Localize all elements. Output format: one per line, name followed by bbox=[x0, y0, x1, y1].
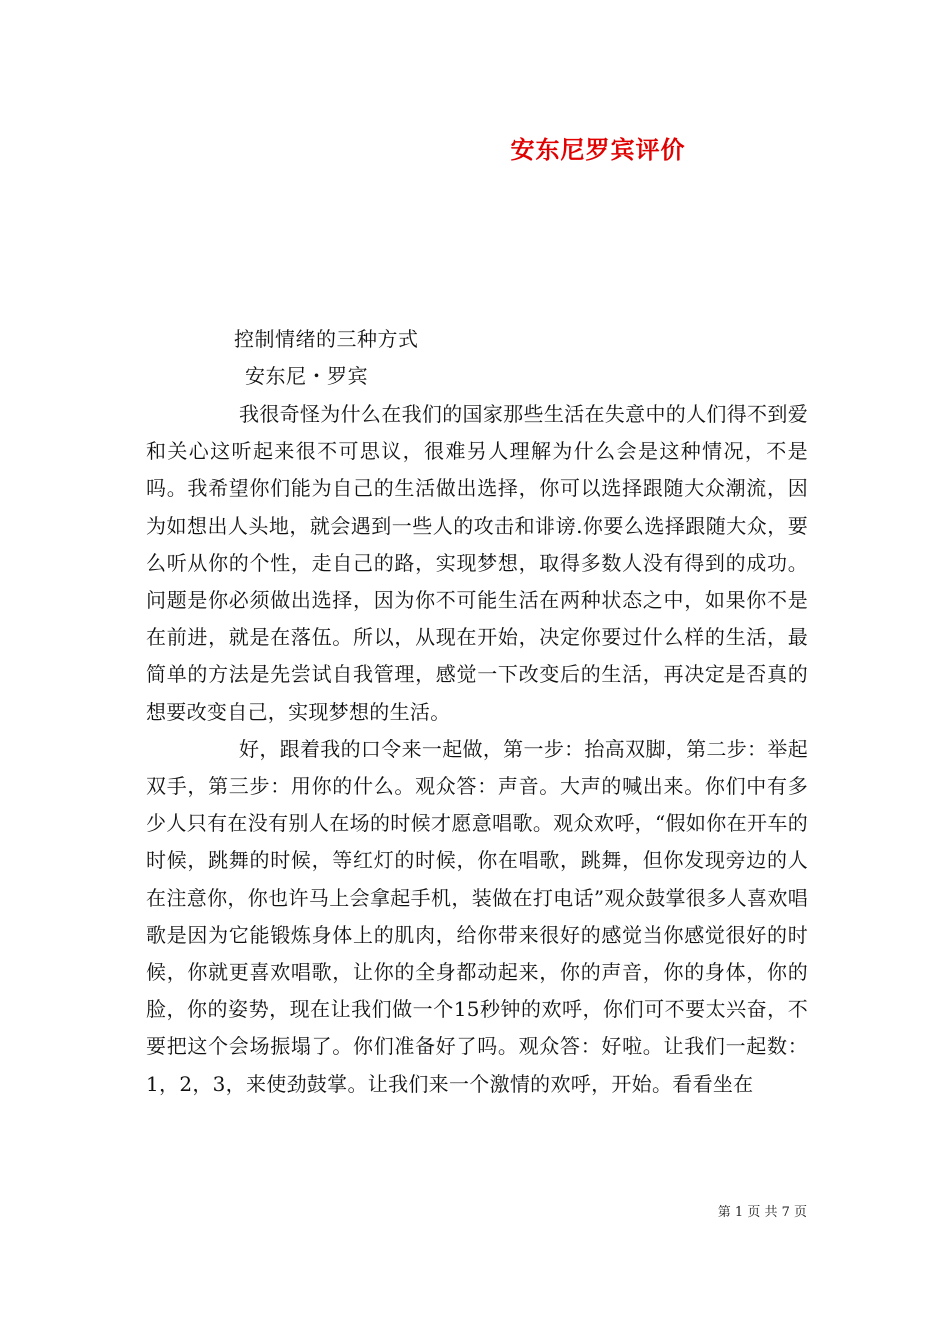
paragraph: 好，跟着我的口令来一起做，第一步：抬高双脚，第二步：举起双手，第三步：用你的什么。观众答：声音。大声的喊出来。你们中有多少人只有在没有别人在场的时候才愿意唱歌。观众欢呼，“假如你在开车的时候，跳舞的时候，等红灯的时候，你在唱歌，跳舞，但你发现旁边的人在注意你，你也许马上会拿起手机，装做在打电话”观众鼓掌很多人喜欢唱歌是因为它能锻炼身体上的肌肉，给你带来很好的感觉当你感觉很好的时候，你就更喜欢唱歌，让你的全身都动起来，你的声音，你的身体，你的脸，你的姿势，现在让我们做一个15秒钟的欢呼，你们可不要太兴奋，不要把这个会场振塌了。你们准备好了吗。观众答：好啦。让我们一起数：1，2，3，来使劲鼓掌。让我们来一个激情的欢呼，开始。看看坐在 bbox=[146, 736, 808, 1096]
paragraph: 我很奇怪为什么在我们的国家那些生活在失意中的人们得不到爱和关心这听起来很不可思议，很难另人理解为什么会是这种情况，不是吗。我希望你们能为自己的生活做出选择，你可以选择跟随大众潮流，因为如想出人头地，就会遇到一些人的攻击和诽谤.你要么选择跟随大众，要么听从你的个性，走自己的路，实现梦想，取得多数人没有得到的成功。问题是你必须做出选择，因为你不可能生活在两种状态之中，如果你不是在前进，就是在落伍。所以，从现在开始，决定你要过什么样的生活，最简单的方法是先尝试自我管理，感觉一下改变后的生活，再决定是否真的想要改变自己，实现梦想的生活。 bbox=[146, 402, 808, 724]
author-name: 安东尼・罗宾 bbox=[245, 364, 368, 388]
document-title: 安东尼罗宾评价 bbox=[510, 135, 686, 164]
page-footer: 第 1 页 共 7 页 bbox=[717, 1205, 807, 1220]
body-text bbox=[146, 396, 808, 1103]
section-heading: 控制情绪的三种方式 bbox=[234, 327, 419, 351]
